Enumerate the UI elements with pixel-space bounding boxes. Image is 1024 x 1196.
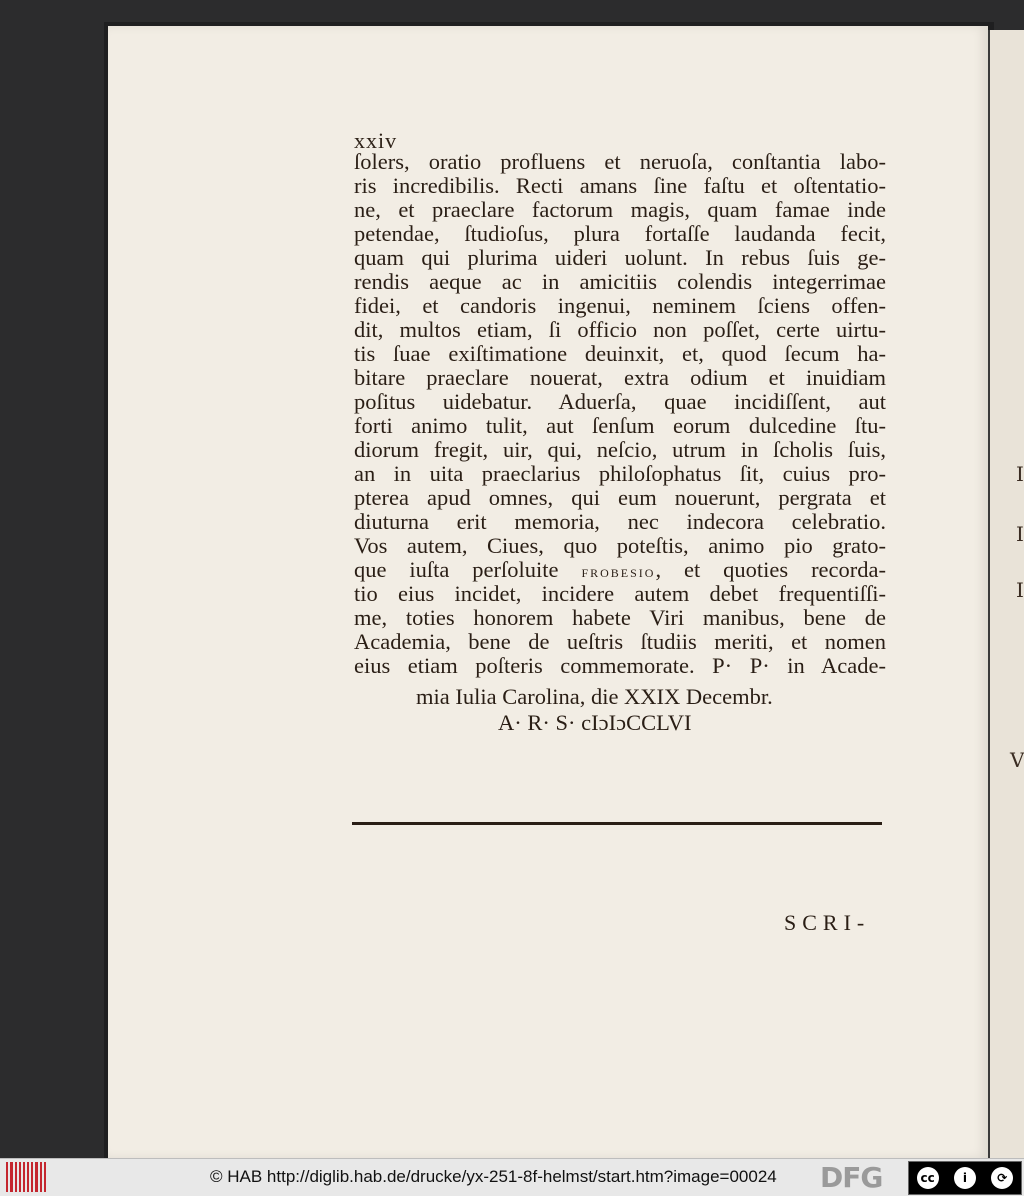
personal-name: frobesio	[581, 562, 656, 581]
copyright-link[interactable]: © HAB http://diglib.hab.de/drucke/yx-251-8f-helmst/start.htm?image=00024	[210, 1167, 777, 1186]
text-line: tio eius incidet, incidere autem debet frequentiſſi-	[354, 581, 886, 606]
text-line: ſolers, oratio profluens et neruoſa, conſtantia labo-	[354, 149, 886, 174]
text-line: petendae, ſtudioſus, plura fortaſſe laudanda fecit,	[354, 221, 886, 246]
horizontal-rule	[352, 822, 882, 825]
text-fragment: , et quoties recorda-	[655, 557, 887, 582]
creative-commons-badge[interactable]	[908, 1161, 1022, 1195]
text-line: quam qui plurima uideri uolunt. In rebus ſuis ge-	[354, 245, 886, 270]
body-text	[354, 150, 886, 678]
closing-block	[354, 684, 886, 736]
text-line: Academia, bene de ueſtris ſtudiis meriti, et nomen	[354, 629, 886, 654]
dfg-logo: DFG	[820, 1161, 883, 1194]
share-alike-icon: ⟳	[991, 1167, 1013, 1189]
text-line-with-name	[354, 558, 886, 582]
text-line: ne, et praeclare factorum magis, quam famae inde	[354, 197, 886, 222]
text-line: ris incredibilis. Recti amans ſine faſtu et oſtentatio-	[354, 173, 886, 198]
text-line: rendis aeque ac in amicitiis colendis integerrimae	[354, 269, 886, 294]
text-line: fidei, et candoris ingenui, neminem ſciens offen-	[354, 293, 886, 318]
text-line: diuturna erit memoria, nec indecora celebratio.	[354, 509, 886, 534]
text-fragment: que iuſta perſoluite	[354, 557, 559, 582]
facing-page-edge: I I I V	[988, 30, 1024, 1158]
viewer-footer	[0, 1158, 1024, 1196]
text-line: tis ſuae exiſtimatione deuinxit, et, quod ſecum ha-	[354, 341, 886, 366]
text-line: Vos autem, Ciues, quo poteſtis, animo pio grato-	[354, 533, 886, 558]
text-line: me, toties honorem habete Viri manibus, bene de	[354, 605, 886, 630]
text-line: poſitus uidebatur. Aduerſa, quae incidiſſent, aut	[354, 389, 886, 414]
text-line: forti animo tulit, aut ſenſum eorum dulcedine ſtu-	[354, 413, 886, 438]
closing-year: A· R· S· cIɔIɔCCLVI	[498, 710, 692, 735]
page-number: xxiv	[354, 128, 398, 153]
closing-place-date: mia Iulia Carolina, die XXIX Decembr.	[416, 684, 773, 709]
attribution-icon: i	[954, 1167, 976, 1189]
text-line: bitare praeclare nouerat, extra odium et inuidiam	[354, 365, 886, 390]
text-line: dit, multos etiam, ſi officio non poſſet, certe uirtu-	[354, 317, 886, 342]
text-line: pterea apud omnes, qui eum nouerunt, pergrata et	[354, 485, 886, 510]
catchword: SCRI-	[784, 910, 871, 935]
text-line: eius etiam poſteris commemorate. P· P· in Acade-	[354, 653, 886, 678]
barcode-logo-icon	[6, 1162, 46, 1192]
text-line: an in uita praeclarius philoſophatus ſit, cuius pro-	[354, 461, 886, 486]
text-line: diorum fregit, uir, qui, neſcio, utrum in ſcholis ſuis,	[354, 437, 886, 462]
cc-icon: cc	[917, 1167, 939, 1189]
